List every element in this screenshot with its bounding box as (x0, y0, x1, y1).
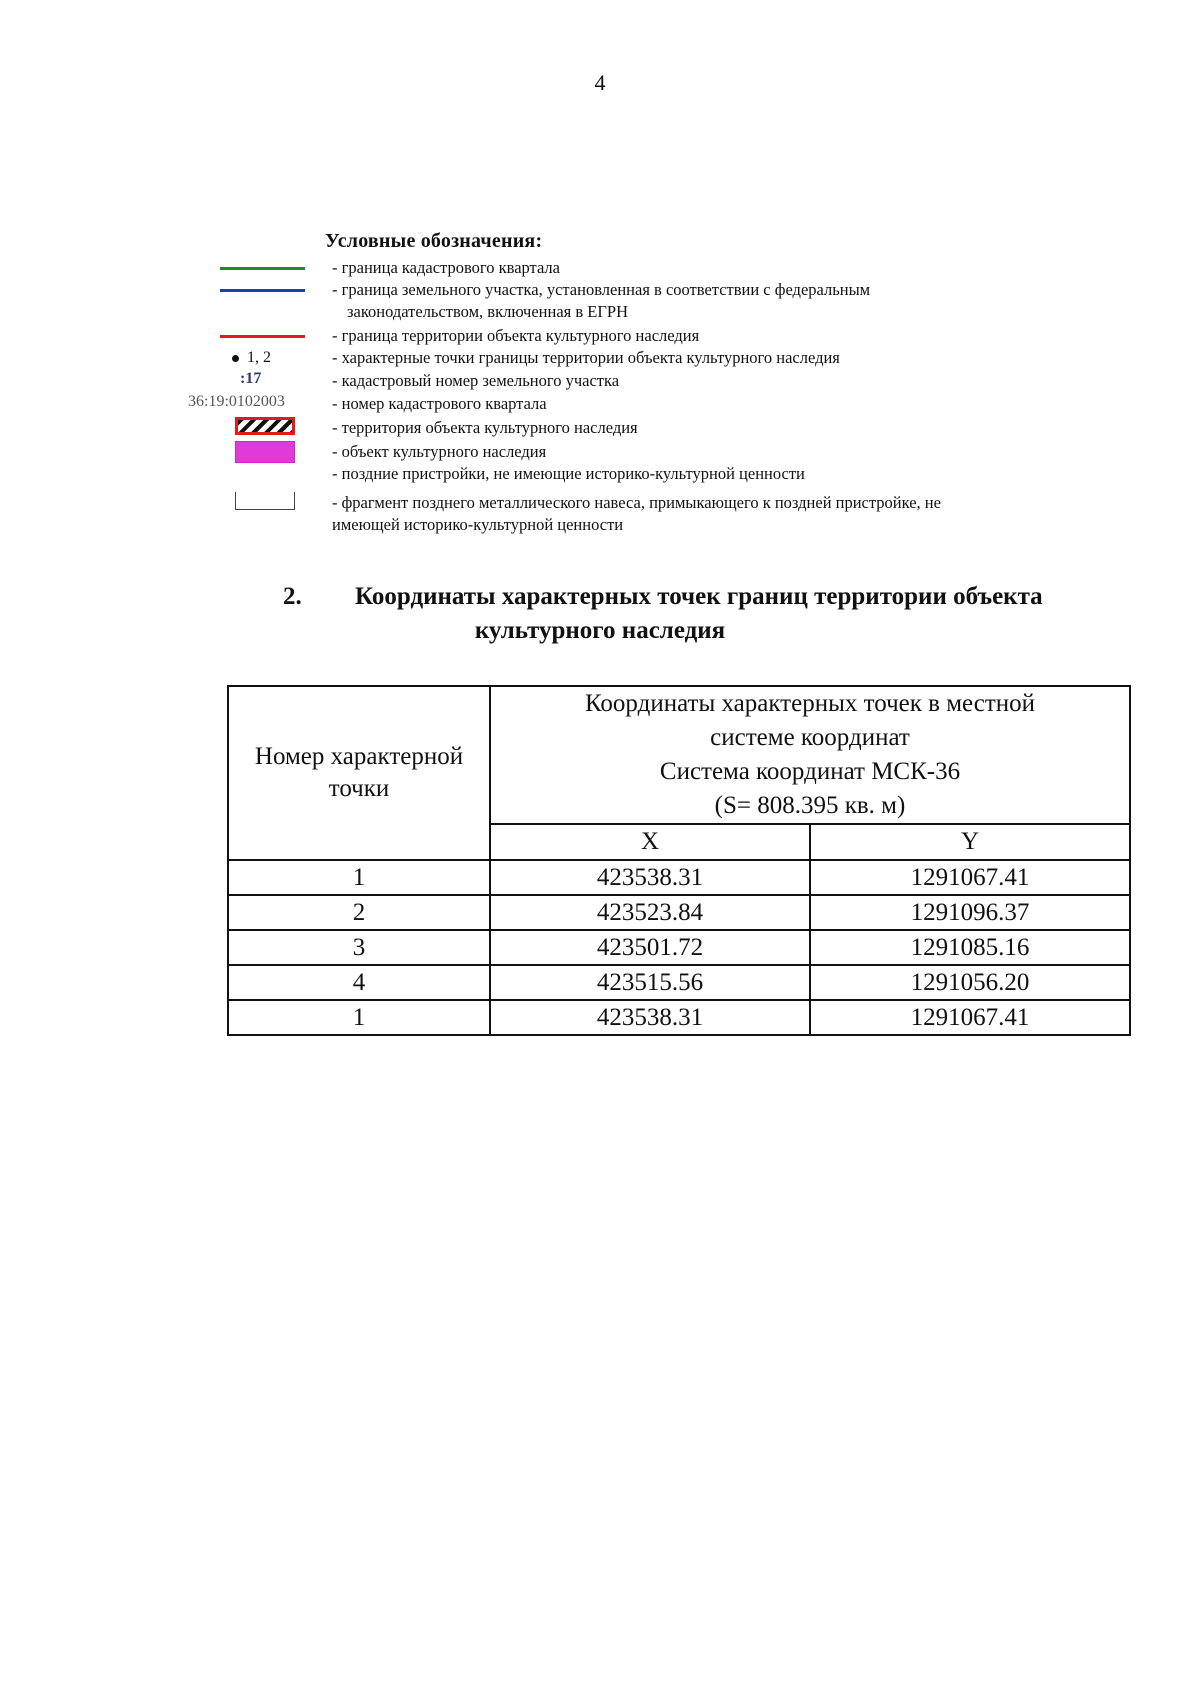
point-cell: 1 (228, 1000, 490, 1035)
table-row (228, 895, 1130, 930)
point-cell: 4 (228, 965, 490, 1000)
point-cell: 3 (228, 930, 490, 965)
legend-desc: - фрагмент позднего металлического навеса, примыкающего к поздней пристройке, не (332, 493, 941, 512)
table-row (228, 1000, 1130, 1035)
table-row (228, 965, 1130, 1000)
hatched-area-icon (235, 417, 295, 435)
y-header: Y (810, 824, 1130, 860)
legend (0, 0, 1200, 560)
legend-item-heritage-boundary (0, 325, 1200, 349)
point-cell: 1 (228, 860, 490, 895)
x-cell: 423515.56 (490, 965, 810, 1000)
legend-title: Условные обозначения: (325, 230, 543, 252)
legend-desc: - объект культурного наследия (332, 442, 547, 461)
table-row (228, 860, 1130, 895)
page-number: 4 (594, 70, 606, 95)
legend-item-boundary-points (0, 347, 1200, 371)
x-header: X (490, 824, 810, 860)
legend-desc: - граница земельного участка, установленная в соответствии с федеральным (332, 280, 871, 299)
magenta-fill-icon (235, 441, 295, 463)
legend-desc: - граница кадастрового квартала (332, 258, 560, 277)
point-cell: 2 (228, 895, 490, 930)
quarter-number-sample: 36:19:0102003 (188, 393, 285, 410)
section-title-continued: культурного наследия (474, 617, 726, 644)
y-cell: 1291096.37 (810, 895, 1130, 930)
x-cell: 423523.84 (490, 895, 810, 930)
y-cell: 1291056.20 (810, 965, 1130, 1000)
legend-desc: - характерные точки границы территории объекта культурного наследия (332, 348, 840, 367)
legend-item-parcel-number (0, 370, 1200, 394)
legend-desc: - поздние пристройки, не имеющие историко-культурной ценности (332, 464, 805, 483)
table-row (228, 930, 1130, 965)
legend-desc: - граница территории объекта культурного наследия (332, 326, 700, 345)
parcel-number-sample: :17 (240, 370, 262, 387)
legend-item-metal-canopy (0, 492, 1200, 538)
legend-desc-continued: имеющей историко-культурной ценности (332, 515, 624, 534)
legend-desc: - территория объекта культурного наследия (332, 418, 638, 437)
legend-item-heritage-object (0, 441, 1200, 465)
legend-item-late-annexes (0, 463, 1200, 487)
coordinates-table (227, 685, 1131, 1036)
section-number: 2. (283, 583, 302, 610)
y-cell: 1291067.41 (810, 860, 1130, 895)
y-cell: 1291067.41 (810, 1000, 1130, 1035)
legend-item-quarter-number (0, 393, 1200, 417)
red-line-icon (220, 335, 305, 338)
coordinates-header: Координаты характерных точек в местной системе координат Система координат МСК-36 (S= 808.395 кв. м) (490, 686, 1130, 824)
y-cell: 1291085.16 (810, 930, 1130, 965)
blue-line-icon (220, 289, 305, 292)
legend-desc: - кадастровый номер земельного участка (332, 371, 620, 390)
legend-item-parcel-boundary (0, 279, 1200, 325)
section-title: Координаты характерных точек границ территории объекта (355, 583, 1043, 610)
x-cell: 423501.72 (490, 930, 810, 965)
x-cell: 423538.31 (490, 860, 810, 895)
bracket-outline-icon (235, 492, 295, 510)
x-cell: 423538.31 (490, 1000, 810, 1035)
legend-item-quarter-boundary (0, 257, 1200, 281)
point-marker-icon: 1, 2 (232, 349, 271, 367)
green-line-icon (220, 267, 305, 270)
legend-item-heritage-territory (0, 417, 1200, 441)
legend-desc: - номер кадастрового квартала (332, 394, 547, 413)
legend-desc-continued: законодательством, включенная в ЕГРН (347, 302, 628, 321)
point-number-header: Номер характерной точки (228, 686, 490, 860)
